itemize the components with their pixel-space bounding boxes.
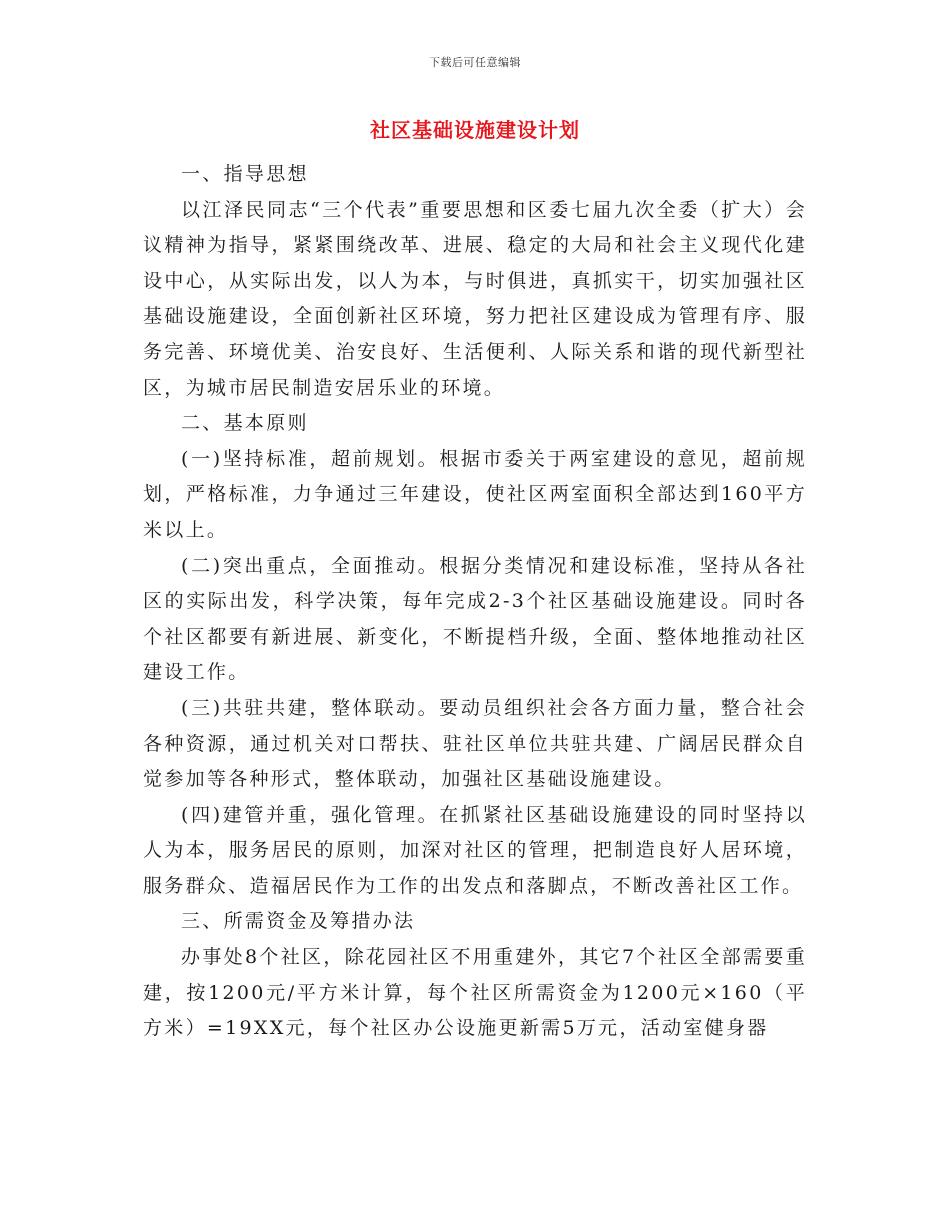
paragraph-principle-2: (二)突出重点，全面推动。根据分类情况和建设标准，坚持从各社区的实际出发，科学决策，每年完成2-3个社区基础设施建设。同时各个社区都要有新进展、新变化，不断提档升级，全面、整体地推动社区建设工作。	[143, 554, 807, 684]
section-heading-basic-principles: 二、基本原则	[181, 412, 309, 435]
document-body	[143, 157, 807, 1047]
section-heading-guiding-ideology: 一、指导思想	[181, 163, 309, 185]
paragraph-funding: 办事处8个社区，除花园社区不用重建外，其它7个社区全部需要重建，按1200元/平方米计算，每个社区所需资金为1200元×160（平方米）=19XX元，每个社区办公设施更新需5万元，活动室健身器	[143, 946, 807, 1040]
document-title: 社区基础设施建设计划	[370, 118, 580, 142]
paragraph-principle-1: (一)坚持标准，超前规划。根据市委关于两室建设的意见，超前规划，严格标准，力争通过三年建设，使社区两室面积全部达到160平方米以上。	[143, 447, 807, 541]
paragraph-principle-3: (三)共驻共建，整体联动。要动员组织社会各方面力量，整合社会各种资源，通过机关对口帮扶、驻社区单位共驻共建、广阔居民群众自觉参加等各种形式，整体联动，加强社区基础设施建设。	[143, 696, 807, 791]
section-heading-funding: 三、所需资金及筹措办法	[181, 910, 416, 933]
header-note: 下载后可任意编辑	[429, 56, 521, 69]
paragraph-principle-4: (四)建管并重，强化管理。在抓紧社区基础设施建设的同时坚持以人为本，服务居民的原则，加深对社区的管理，把制造良好人居环境，服务群众、造福居民作为工作的出发点和落脚点，不断改善社区工作。	[143, 803, 807, 897]
paragraph-guiding-ideology: 以江泽民同志“三个代表”重要思想和区委七届九次全委（扩大）会议精神为指导，紧紧围绕改革、进展、稳定的大局和社会主义现代化建设中心，从实际出发，以人为本，与时俱进，真抓实干，切实加强社区基础设施建设，全面创新社区环境，努力把社区建设成为管理有序、服务完善、环境优美、治安良好、生活便利、人际关系和谐的现代新型社区，为城市居民制造安居乐业的环境。	[143, 198, 807, 399]
